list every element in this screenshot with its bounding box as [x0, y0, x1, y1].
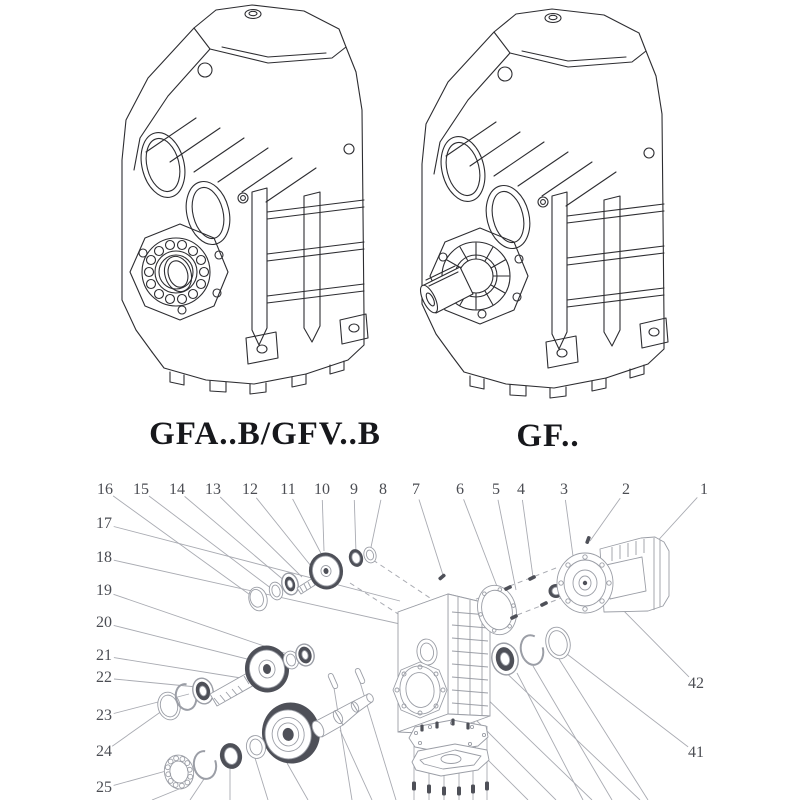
part-callout-9: 9: [350, 481, 358, 498]
leader-line-5: [498, 500, 516, 590]
part-callout-21: 21: [96, 647, 112, 664]
part-callout-16: 16: [97, 481, 113, 498]
input-shaft-assembly: [246, 546, 378, 613]
leader-line-3: [565, 500, 573, 556]
output-shaft: [310, 668, 375, 739]
part-callout-8: 8: [379, 481, 387, 498]
part-callout-5: 5: [492, 481, 500, 498]
exploded-parts-diagram: [0, 470, 800, 800]
part-callout-25: 25: [96, 779, 112, 796]
part-callout-14: 14: [169, 481, 185, 498]
part-callout-18: 18: [96, 549, 112, 566]
leader-line-7: [419, 500, 443, 576]
gearbox-right-figure: [417, 9, 668, 398]
leader-line-15: [149, 496, 272, 589]
motor: [557, 537, 669, 613]
part-callout-3: 3: [560, 481, 568, 498]
output-bearing: [489, 640, 522, 677]
part-callout-19: 19: [96, 582, 112, 599]
leader-line-9: [354, 500, 356, 553]
leader-line-4: [522, 500, 533, 577]
leader-line-14: [185, 496, 286, 582]
motor-flange: [557, 553, 613, 613]
leader-line-42: [616, 603, 689, 677]
part-callout-20: 20: [96, 614, 112, 631]
part-callout-7: 7: [412, 481, 420, 498]
part-callout-41: 41: [688, 744, 704, 761]
gearbox-housing-drawing: [122, 5, 368, 394]
leader-line-1: [653, 497, 697, 546]
part-callout-12: 12: [242, 481, 258, 498]
leader-line-20: [114, 625, 267, 664]
leader-line-41: [563, 651, 688, 747]
leader-line-2: [590, 498, 620, 541]
leader-line-16: [113, 496, 253, 597]
part-callout-4: 4: [517, 481, 525, 498]
leader-line-6: [464, 499, 498, 589]
part-callout-10: 10: [314, 481, 330, 498]
part-callout-17: 17: [96, 515, 112, 532]
gearbox-left-figure: [145, 241, 209, 304]
part-callout-2: 2: [622, 481, 630, 498]
gear-housing: [393, 594, 490, 734]
part-callout-42: 42: [688, 675, 704, 692]
part-callout-24: 24: [96, 743, 112, 760]
part-callout-11: 11: [280, 481, 296, 498]
part-callout-15: 15: [133, 481, 149, 498]
ball-bearing: [161, 752, 196, 791]
snap-ring: [518, 633, 547, 667]
leader-line-8: [370, 500, 381, 552]
part-callout-22: 22: [96, 669, 112, 686]
shaft-key: [354, 668, 365, 685]
part-callout-1: 1: [700, 481, 708, 498]
figure-label-right: GF..: [516, 418, 580, 454]
leader-line-21: [114, 658, 241, 678]
leader-line-10: [322, 500, 324, 551]
part-callout-13: 13: [205, 481, 221, 498]
part-callout-23: 23: [96, 707, 112, 724]
figure-label-left: GFA..B/GFV..B: [149, 416, 381, 452]
leader-line-12: [256, 498, 315, 571]
part-callout-6: 6: [456, 481, 464, 498]
shaft-key: [327, 673, 338, 690]
